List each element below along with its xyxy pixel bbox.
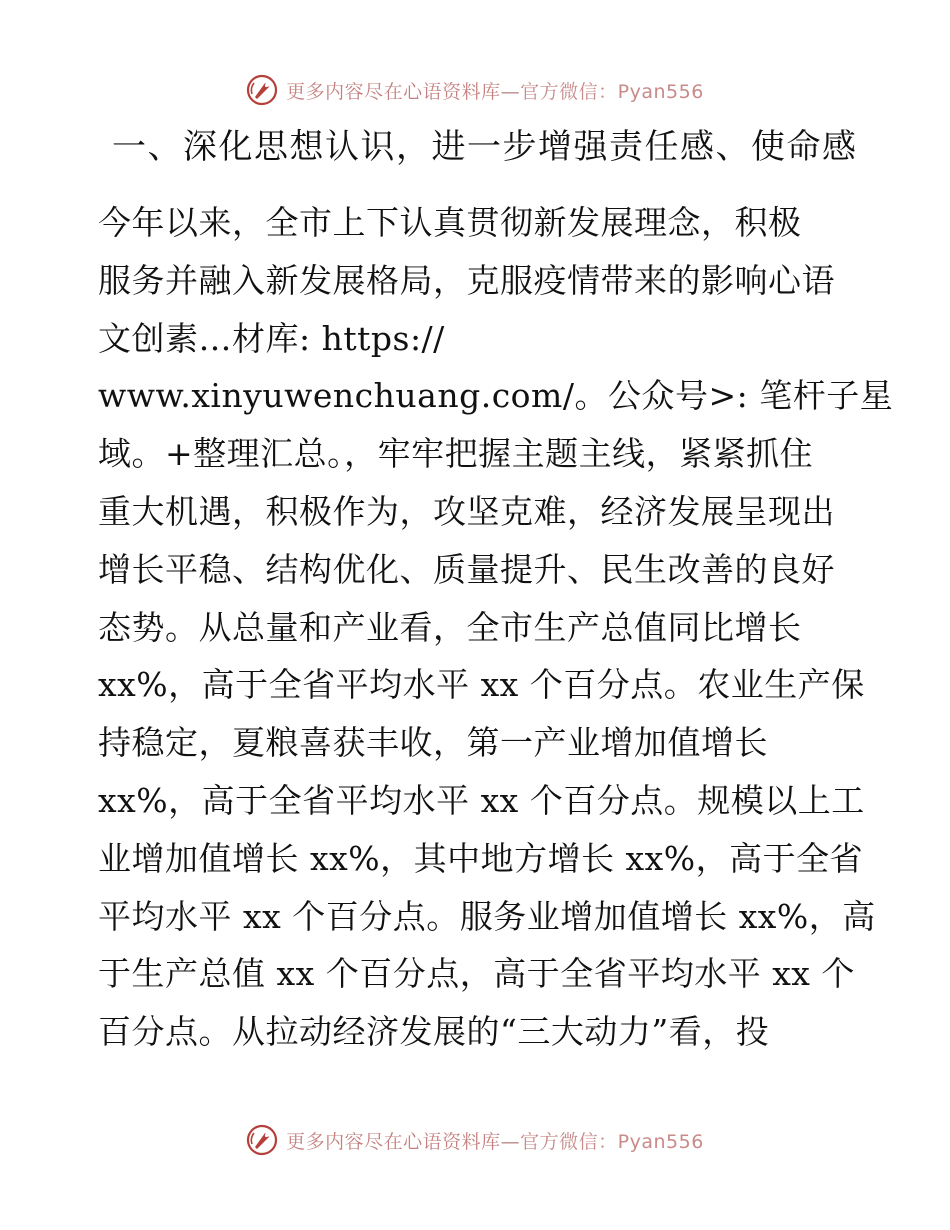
watermark-separator: — bbox=[500, 1130, 521, 1153]
header-watermark-banner bbox=[0, 70, 950, 110]
paragraph-line: xx%，高于全省平均水平 xx 个百分点。农业生产保 bbox=[98, 665, 865, 705]
watermark-brand: 更多内容尽在心语资料库 bbox=[286, 80, 501, 103]
paragraph-line: www.xinyuwenchuang.com/。公众号>: 笔杆子星 bbox=[98, 376, 894, 416]
pen-nib-logo-icon bbox=[246, 74, 278, 106]
paragraph-line: 态势。从总量和产业看，全市生产总值同比增长 bbox=[98, 607, 802, 647]
paragraph-line: 平均水平 xx 个百分点。服务业增加值增长 xx%，高 bbox=[98, 896, 876, 936]
watermark-separator: — bbox=[500, 80, 521, 103]
watermark-wechat: 官方微信：Pyan556 bbox=[520, 80, 704, 103]
paragraph-line: 重大机遇，积极作为，攻坚克难，经济发展呈现出 bbox=[98, 491, 835, 531]
paragraph-line: 持稳定，夏粮喜获丰收，第一产业增加值增长 bbox=[98, 723, 768, 763]
paragraph-line: 增长平稳、结构优化、质量提升、民生改善的良好 bbox=[98, 549, 835, 589]
paragraph-line: xx%，高于全省平均水平 xx 个百分点。规模以上工 bbox=[98, 780, 865, 820]
paragraph-line: 今年以来，全市上下认真贯彻新发展理念，积极 bbox=[98, 203, 802, 242]
pen-nib-logo-icon bbox=[246, 1124, 278, 1156]
paragraph-line: 于生产总值 xx 个百分点，高于全省平均水平 xx 个 bbox=[98, 954, 855, 994]
paragraph-line: 百分点。从拉动经济发展的“三大动力”看，投 bbox=[98, 1012, 770, 1052]
paragraph-line: 文创素…材库: https:// bbox=[98, 318, 445, 358]
watermark-text bbox=[286, 1127, 704, 1154]
paragraph-line: 服务并融入新发展格局，克服疫情带来的影响心语 bbox=[98, 260, 835, 300]
section-heading: 一、深化思想认识，进一步增强责任感、使命感 bbox=[112, 127, 858, 167]
body-paragraph bbox=[98, 194, 894, 1061]
watermark-wechat: 官方微信：Pyan556 bbox=[520, 1130, 704, 1153]
footer-watermark-banner bbox=[0, 1120, 950, 1160]
watermark-brand: 更多内容尽在心语资料库 bbox=[286, 1130, 501, 1153]
paragraph-line: 业增加值增长 xx%，其中地方增长 xx%，高于全省 bbox=[98, 838, 864, 878]
paragraph-line: 域。+整理汇总。，牢牢把握主题主线，紧紧抓住 bbox=[98, 434, 814, 474]
watermark-text bbox=[286, 77, 704, 104]
